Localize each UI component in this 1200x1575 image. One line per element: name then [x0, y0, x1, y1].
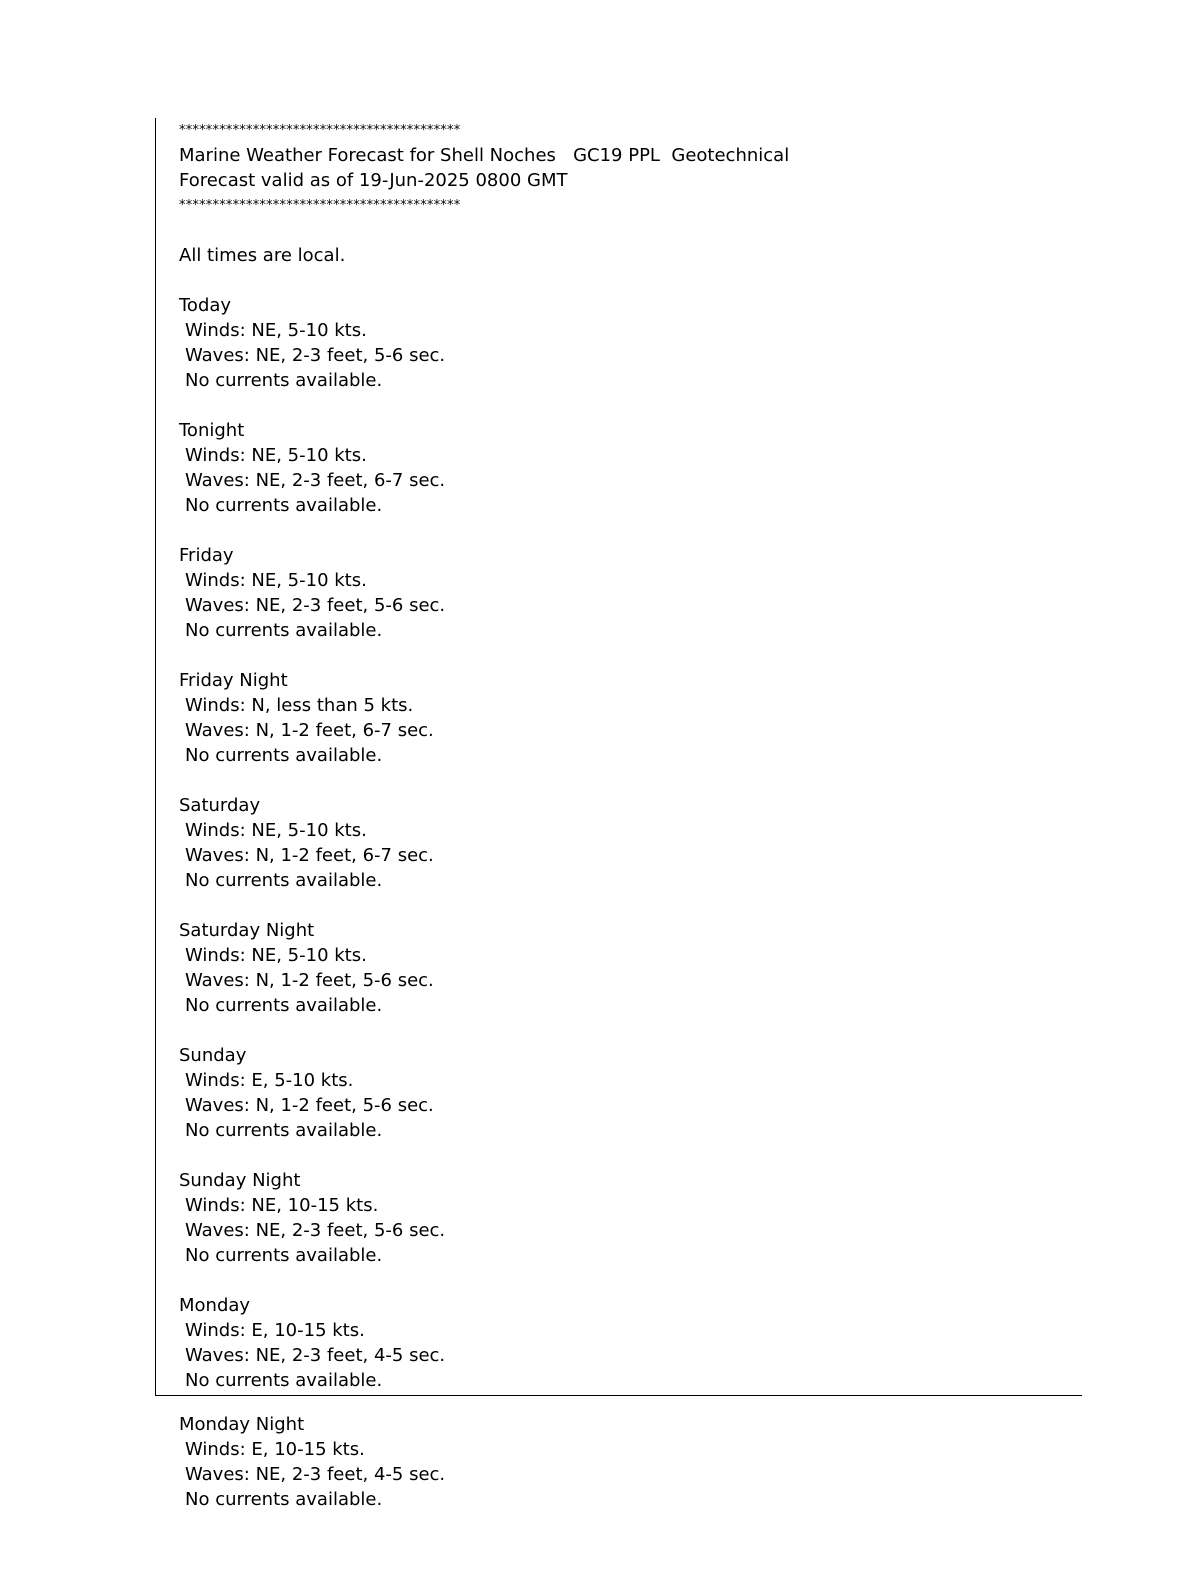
period-waves: Waves: NE, 2-3 feet, 5-6 sec. — [185, 345, 446, 366]
forecast-document — [179, 118, 1079, 1393]
left-border-rule — [155, 118, 156, 1396]
period-winds: Winds: E, 10-15 kts. — [185, 1439, 365, 1460]
period-winds: Winds: NE, 5-10 kts. — [185, 445, 367, 466]
period-waves: Waves: NE, 2-3 feet, 6-7 sec. — [185, 470, 446, 491]
period-winds: Winds: N, less than 5 kts. — [185, 695, 414, 716]
period-waves: Waves: N, 1-2 feet, 6-7 sec. — [185, 720, 434, 741]
times-note: All times are local. — [179, 245, 346, 266]
period-currents: No currents available. — [185, 1370, 383, 1391]
forecast-valid-time: Forecast valid as of 19-Jun-2025 0800 GMT — [179, 170, 568, 191]
period-name: Monday — [179, 1295, 251, 1316]
period-currents: No currents available. — [185, 1245, 383, 1266]
forecast-period-sunday — [179, 1043, 1079, 1168]
period-name: Tonight — [179, 420, 245, 441]
period-currents: No currents available. — [185, 870, 383, 891]
forecast-period-friday-night — [179, 668, 1079, 793]
header-stars-bottom: ****************************************** — [179, 198, 461, 213]
header-stars-top: ****************************************** — [179, 123, 461, 138]
period-winds: Winds: E, 5-10 kts. — [185, 1070, 354, 1091]
period-waves: Waves: N, 1-2 feet, 5-6 sec. — [185, 1095, 434, 1116]
period-winds: Winds: NE, 5-10 kts. — [185, 320, 367, 341]
period-currents: No currents available. — [185, 745, 383, 766]
forecast-period-friday — [179, 543, 1079, 668]
period-name: Saturday Night — [179, 920, 315, 941]
period-name: Friday — [179, 545, 234, 566]
period-waves: Waves: N, 1-2 feet, 6-7 sec. — [185, 845, 434, 866]
period-waves: Waves: NE, 2-3 feet, 5-6 sec. — [185, 595, 446, 616]
period-currents: No currents available. — [185, 495, 383, 516]
period-name: Today — [179, 295, 232, 316]
period-currents: No currents available. — [185, 1120, 383, 1141]
forecast-period-saturday-night — [179, 918, 1079, 1043]
forecast-period-sunday-night — [179, 1168, 1079, 1293]
forecast-period-today — [179, 293, 1079, 418]
forecast-period-saturday — [179, 793, 1079, 918]
period-waves: Waves: N, 1-2 feet, 5-6 sec. — [185, 970, 434, 991]
forecast-period-tonight — [179, 418, 1079, 543]
period-currents: No currents available. — [185, 995, 383, 1016]
period-winds: Winds: E, 10-15 kts. — [185, 1320, 365, 1341]
period-waves: Waves: NE, 2-3 feet, 5-6 sec. — [185, 1220, 446, 1241]
period-waves: Waves: NE, 2-3 feet, 4-5 sec. — [185, 1345, 446, 1366]
period-winds: Winds: NE, 5-10 kts. — [185, 820, 367, 841]
period-winds: Winds: NE, 5-10 kts. — [185, 945, 367, 966]
period-name: Saturday — [179, 795, 261, 816]
period-currents: No currents available. — [185, 1489, 383, 1510]
period-waves: Waves: NE, 2-3 feet, 4-5 sec. — [185, 1464, 446, 1485]
period-name: Friday Night — [179, 670, 288, 691]
forecast-period-monday-night — [179, 1412, 1079, 1512]
period-name: Sunday Night — [179, 1170, 301, 1191]
bottom-border-rule — [155, 1395, 1082, 1396]
period-winds: Winds: NE, 5-10 kts. — [185, 570, 367, 591]
period-name: Monday Night — [179, 1414, 305, 1435]
period-currents: No currents available. — [185, 370, 383, 391]
period-currents: No currents available. — [185, 620, 383, 641]
period-name: Sunday — [179, 1045, 247, 1066]
forecast-title: Marine Weather Forecast for Shell Noches GC19 PPL Geotechnical — [179, 145, 790, 166]
forecast-period-monday — [179, 1293, 1079, 1393]
period-winds: Winds: NE, 10-15 kts. — [185, 1195, 379, 1216]
